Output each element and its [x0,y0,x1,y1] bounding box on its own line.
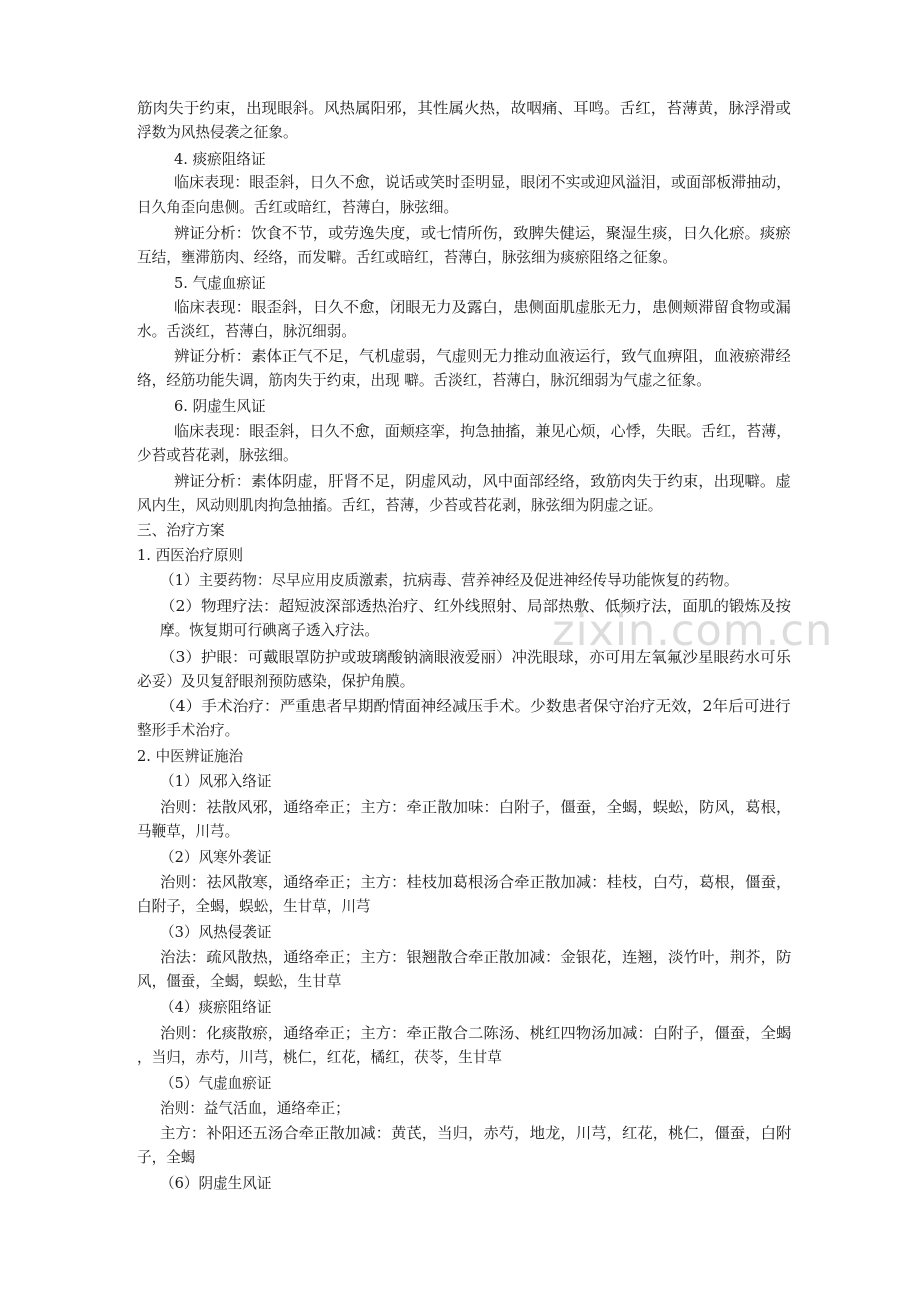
text-line: 治则：益气活血，通络牵正； [160,1100,350,1117]
text-line: 临床表现：眼歪斜，日久不愈，面颊痉挛，拘急抽搐，兼见心烦，心悸，失眠。舌红，苔薄， [174,423,792,440]
text-line: 5. 气虚血瘀证 [174,275,266,292]
text-line: 风内生，风动则肌肉拘急抽搐。舌红，苔薄，少苔或苔花剥，脉弦细为阴虚之证。 [137,497,663,514]
text-line: 辨证分析：饮食不节，或劳逸失度，或七情所伤，致脾失健运，聚湿生痰，日久化瘀。痰瘀 [174,225,791,242]
text-line: 整形手术治疗。 [137,722,240,739]
text-line: 4. 痰瘀阻络证 [174,151,266,168]
text-line: 必妥）及贝复舒眼剂预防感染，保护角膜。 [137,673,415,690]
text-line: 治则：祛散风邪，通络牵正；主方：牵正散加味：白附子，僵蚕，全蝎，蜈蚣，防风，葛根， [160,799,792,816]
text-line: （3）护眼：可戴眼罩防护或玻璃酸钠滴眼液爱丽）冲洗眼球，亦可用左氧氟沙星眼药水可乐 [160,649,792,666]
text-line: （2）风寒外袭证 [160,849,272,866]
text-line: ，当归，赤芍，川芎，桃仁，红花，橘红，茯苓，生甘草 [137,1049,502,1066]
text-line: 治法：疏风散热，通络牵正；主方：银翘散合牵正散加减：金银花，连翘，淡竹叶，荆芥，防 [160,949,792,966]
text-line: （4）痰瘀阻络证 [160,999,272,1016]
text-line: 络，经筋功能失调，筋肉失于约束，出现 噼。舌淡红，苔薄白，脉沉细弱为气虚之征象。 [137,372,711,389]
text-line: 马鞭草，川芎。 [137,823,240,840]
text-line: 治则：祛风散寒，通络牵正；主方：桂枝加葛根汤合牵正散加减：桂枝，白芍，葛根，僵蚕， [160,874,792,891]
text-line: （3）风热侵袭证 [160,924,272,941]
text-line: 临床表现：眼歪斜，日久不愈，闭眼无力及露白，患侧面肌虚胀无力，患侧颊滞留食物或漏 [174,299,791,316]
text-line: 日久角歪向患侧。舌红或暗红，苔薄白，脉弦细。 [137,199,459,216]
text-line: （5）气虚血瘀证 [160,1075,272,1092]
text-line: （4）手术治疗：严重患者早期酌情面神经减压手术。少数患者保守治疗无效，2年后可进行 [160,698,791,715]
text-line: 临床表现：眼歪斜，日久不愈，说话或笑时歪明显，眼闭不实或迎风溢泪，或面部板滞抽动， [174,174,792,191]
text-line: 白附子，全蝎，蜈蚣，生甘草，川芎 [137,898,371,915]
text-line: 主方：补阳还五汤合牵正散加减：黄芪，当归，赤芍，地龙，川芎，红花，桃仁，僵蚕，白附 [160,1125,792,1142]
text-line: （1）风邪入络证 [160,773,272,790]
text-line: 子，全蝎 [137,1149,196,1166]
text-line: （2）物理疗法：超短波深部透热治疗、红外线照射、局部热敷、低频疗法，面肌的锻炼及按 [160,598,792,615]
text-line: 水。舌淡红，苔薄白，脉沉细弱。 [137,323,356,340]
watermark: zixin.com.cn [552,606,834,656]
text-line: （1）主要药物：尽早应用皮质激素，抗病毒、营养神经及促进神经传导功能恢复的药物。 [160,572,739,589]
text-line: 摩。恢复期可行碘离子透入疗法。 [160,622,379,639]
text-line: 风，僵蚕，全蝎，蜈蚣，生甘草 [137,973,342,990]
text-line: 2. 中医辨证施治 [137,748,244,765]
text-line: 1. 西医治疗原则 [137,547,244,564]
text-line: 三、治疗方案 [137,522,225,539]
text-line: 辨证分析：素体阴虚，肝肾不足，阴虚风动，风中面部经络，致筋肉失于约束，出现噼。虚 [174,473,791,490]
text-line: 6. 阴虚生风证 [174,398,266,415]
text-line: 筋肉失于约束，出现眼斜。风热属阳邪，其性属火热，故咽痛、耳鸣。舌红，苔薄黄，脉浮滑或 [137,100,791,117]
text-line: （6）阴虚生风证 [160,1175,272,1192]
text-line: 辨证分析：素体正气不足，气机虚弱，气虚则无力推动血液运行，致气血痹阻，血液瘀滞经 [174,348,791,365]
text-line: 互结，壅滞筋肉、经络，而发噼。舌红或暗红，苔薄白，脉弦细为痰瘀阻络之征象。 [137,249,677,266]
text-line: 治则：化痰散瘀，通络牵正；主方：牵正散合二陈汤、桃红四物汤加减：白附子，僵蚕，全蝎 [160,1025,792,1042]
text-line: 浮数为风热侵袭之征象。 [137,124,298,141]
text-line: 少苔或苔花剥，脉弦细。 [137,447,298,464]
